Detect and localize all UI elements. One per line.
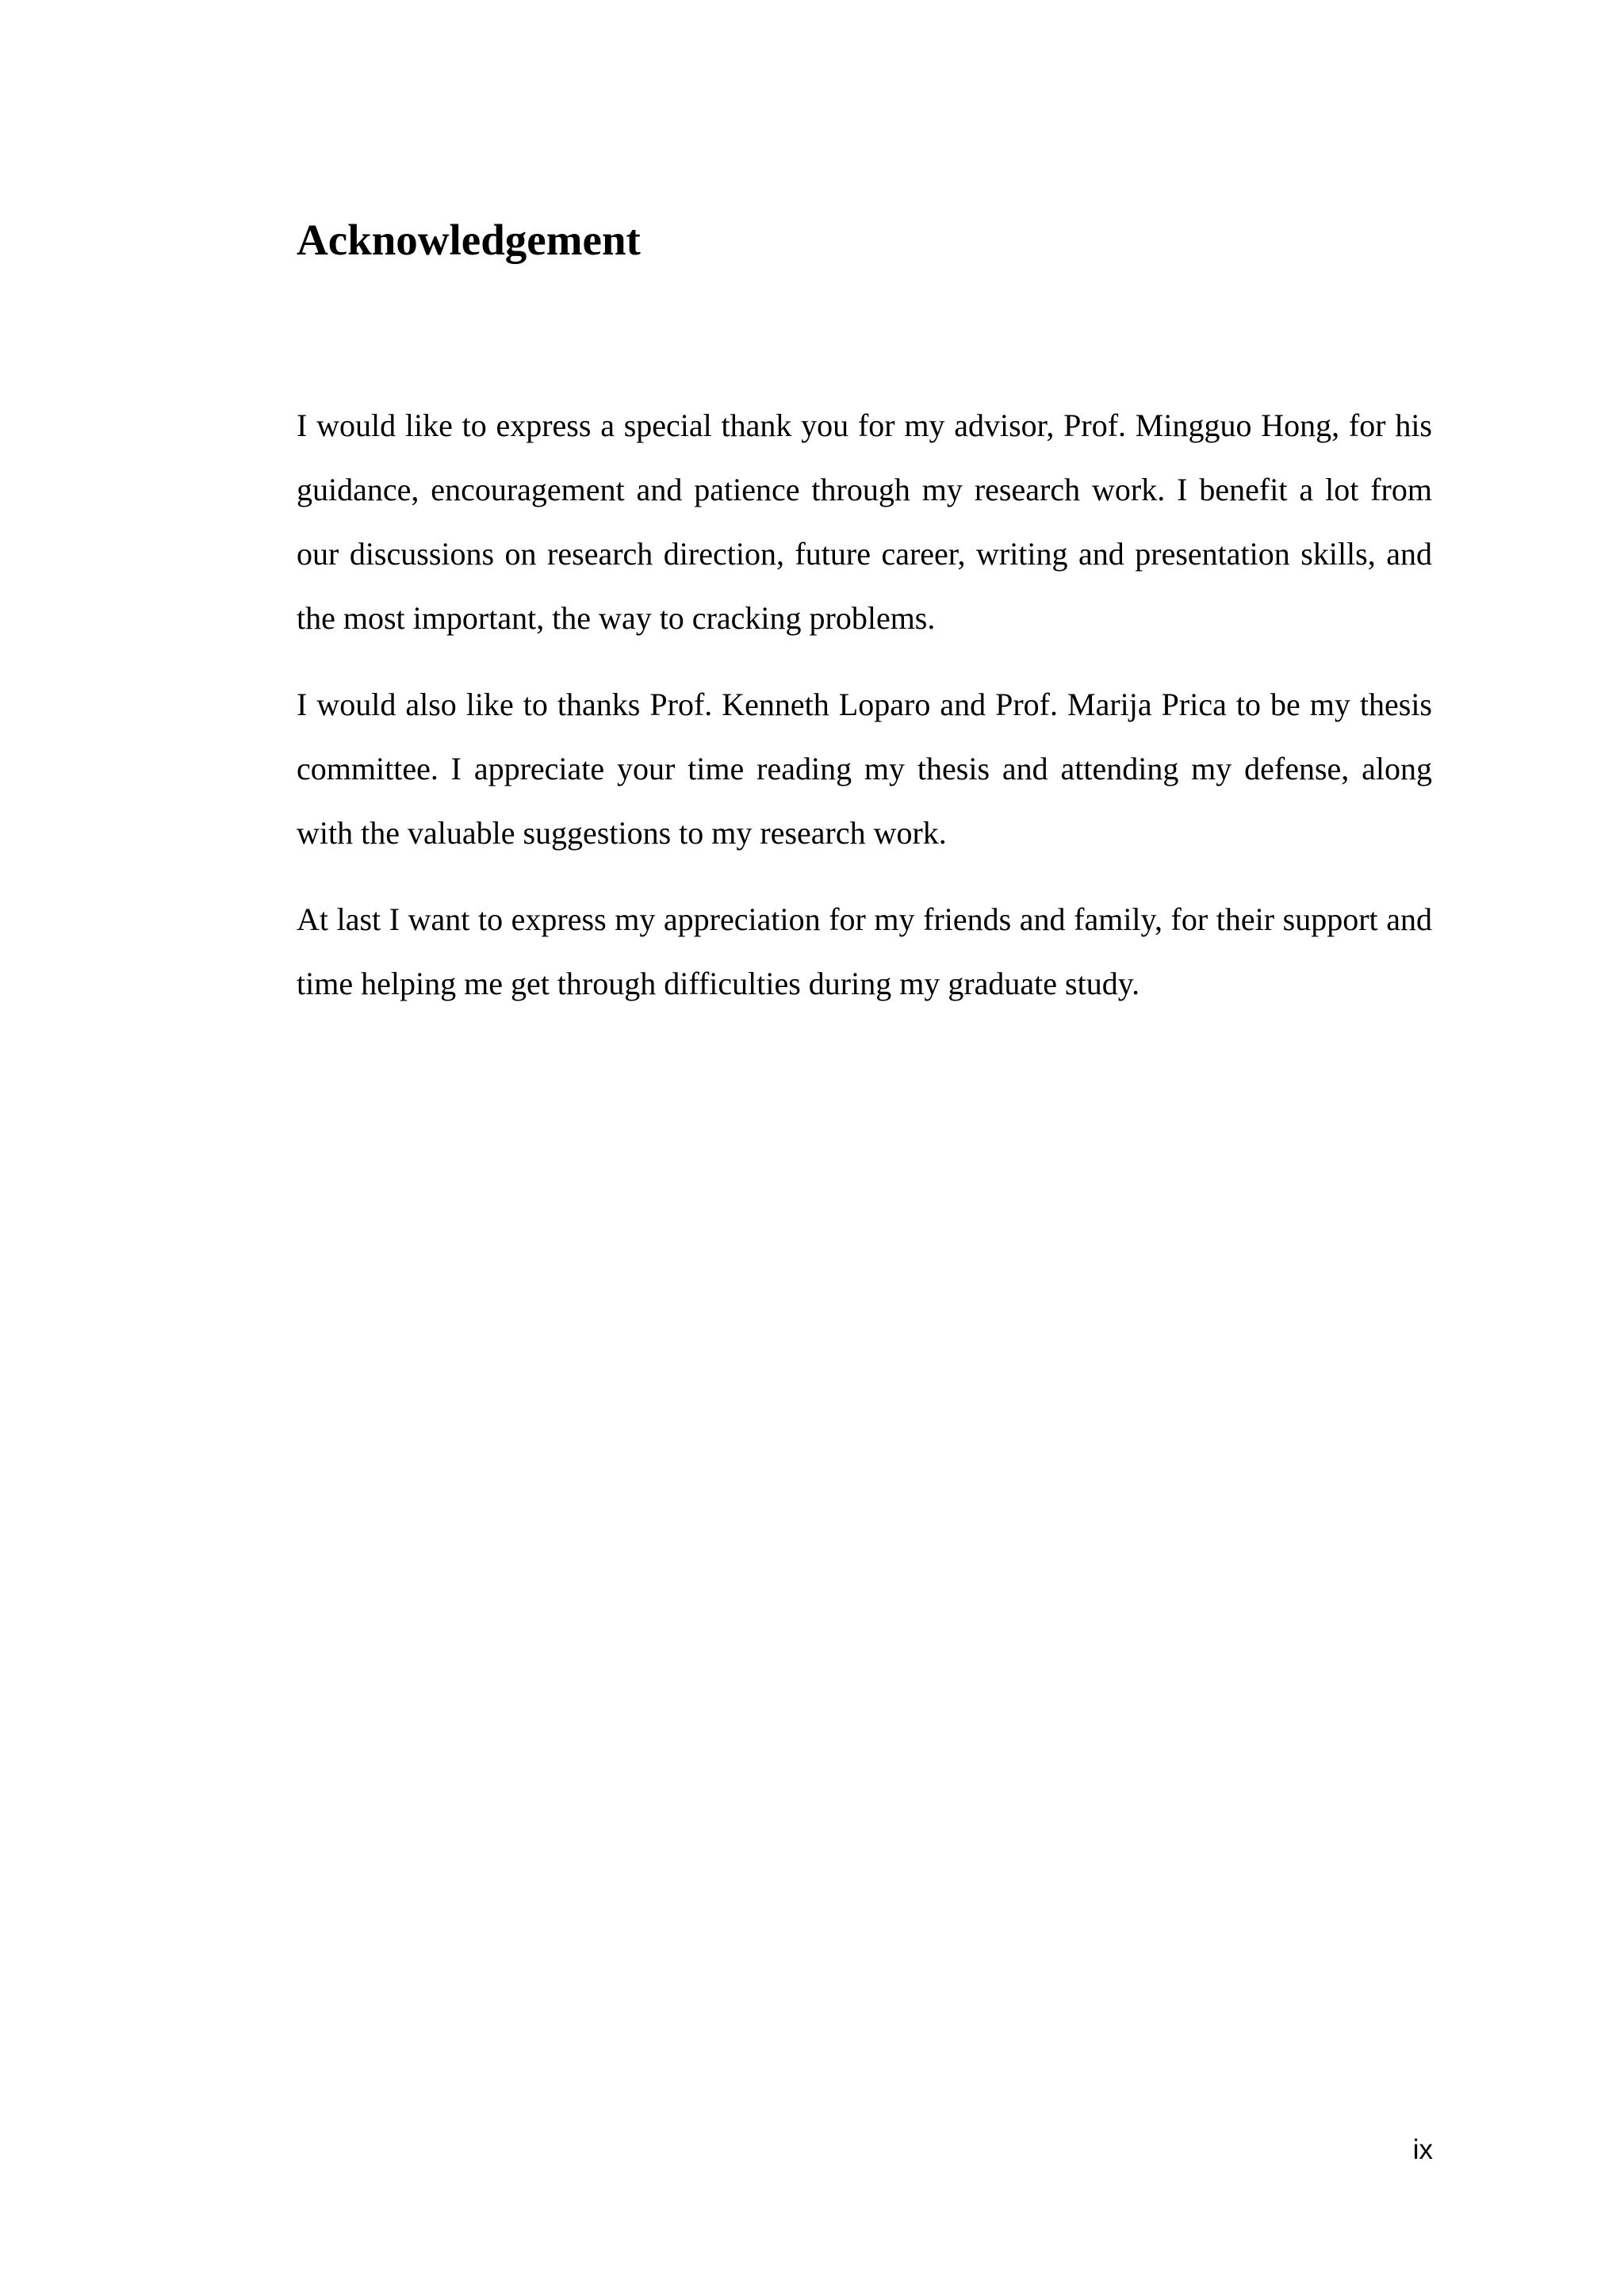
paragraph-advisor: I would like to express a special thank you for my advisor, Prof. Mingguo Hong, for his guidance, encouragement and patience through my research work. I benefit a lot from our discussions on research direction, future career, writing and presentation skills, and the most important, the way to cracking problems. bbox=[297, 408, 1432, 636]
paragraph-family: At last I want to express my appreciation for my friends and family, for their support and time helping me get through difficulties during my graduate study. bbox=[297, 901, 1432, 1001]
paragraph-committee: I would also like to thanks Prof. Kenneth Loparo and Prof. Marija Prica to be my thesis committee. I appreciate your time reading my thesis and attending my defense, along with the valuable suggestions to my research work. bbox=[297, 687, 1432, 851]
page-number: ix bbox=[1412, 2134, 1433, 2165]
page-title: Acknowledgement bbox=[297, 216, 641, 264]
acknowledgement-body bbox=[297, 393, 1432, 1016]
